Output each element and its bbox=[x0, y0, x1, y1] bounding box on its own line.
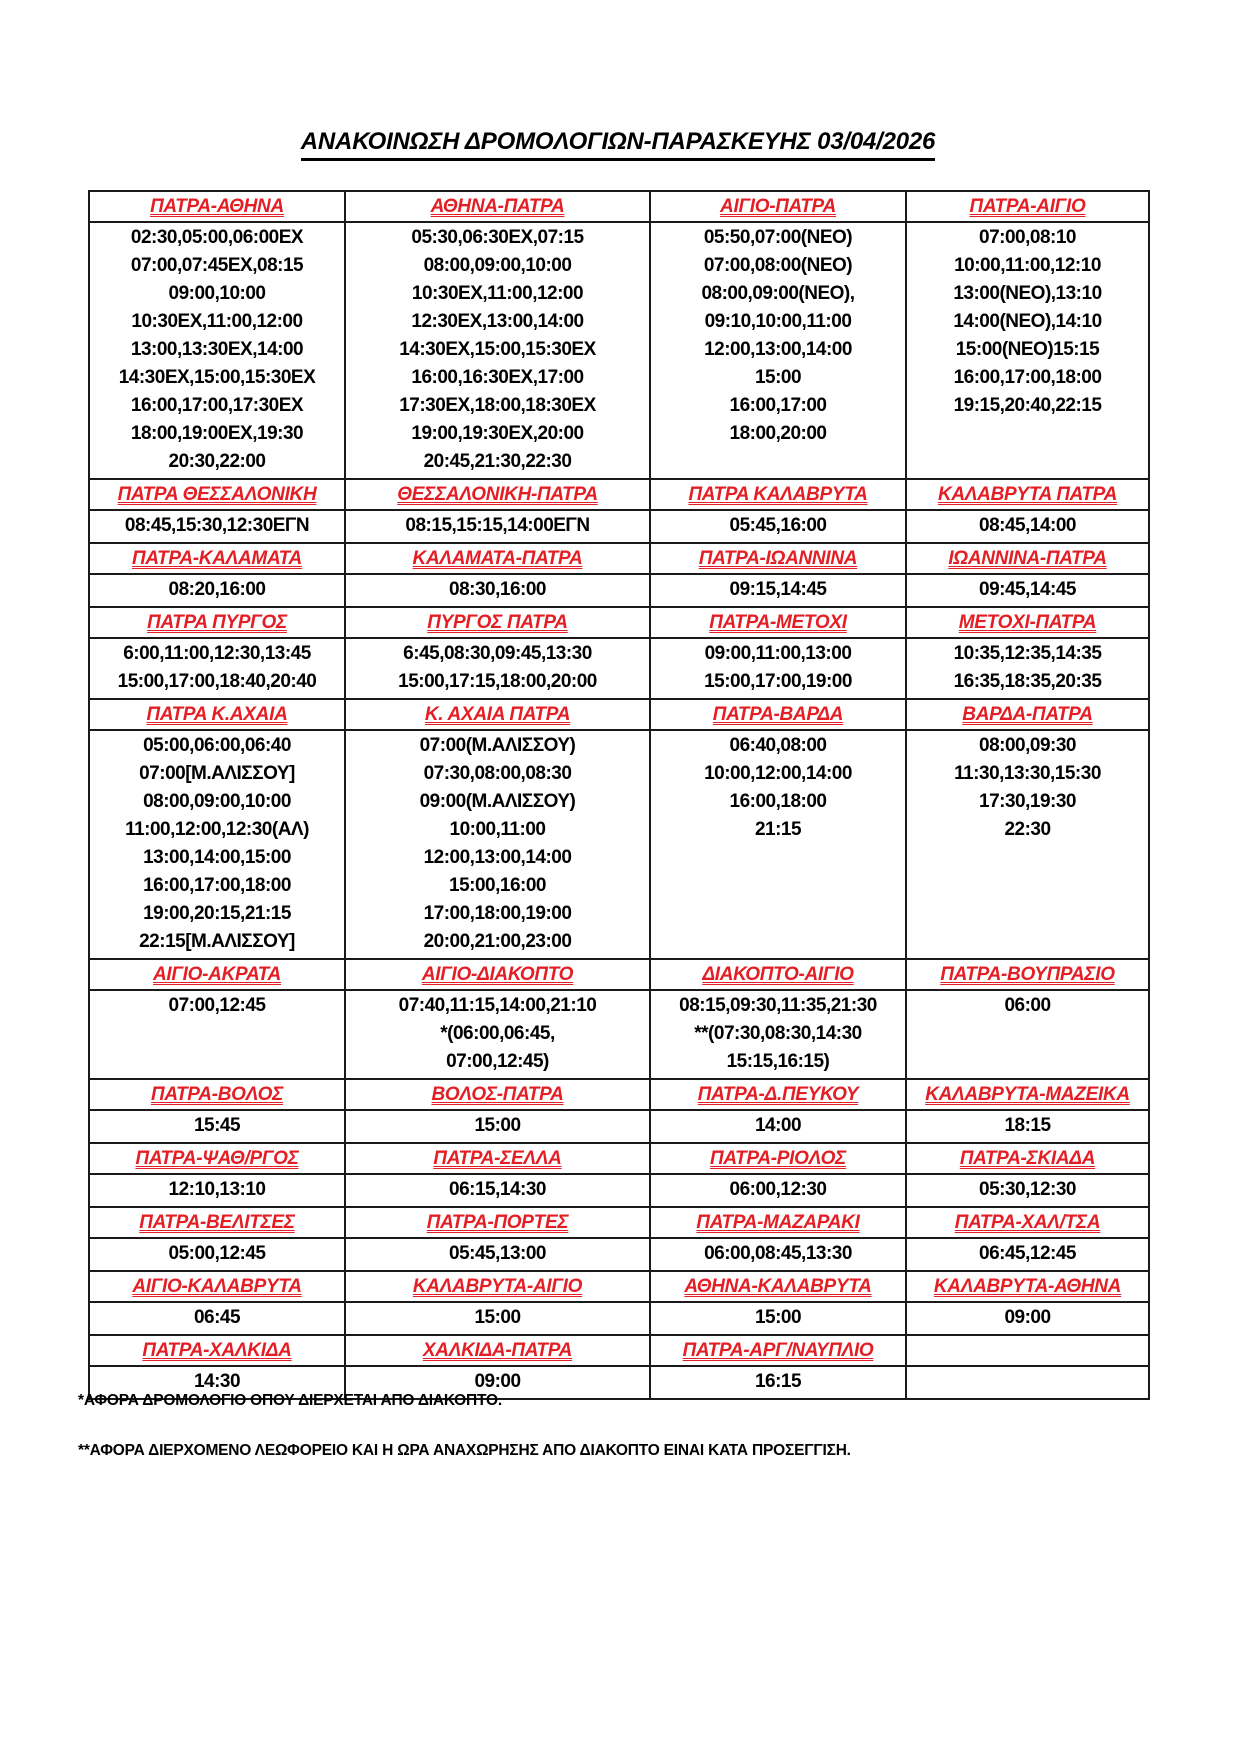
route-header-label: ΠΑΤΡΑ-ΡΙΟΛΟΣ bbox=[710, 1147, 846, 1169]
time-line: 11:00,12:00,12:30(ΑΛ) bbox=[125, 819, 309, 840]
times-cell bbox=[89, 222, 345, 479]
time-line: 10:00,11:00 bbox=[449, 819, 546, 840]
times-cell bbox=[906, 510, 1149, 543]
route-header-row bbox=[89, 607, 1149, 638]
route-header-label: ΚΑΛΑΒΡΥΤΑ ΠΑΤΡΑ bbox=[937, 483, 1118, 505]
route-header-label: ΠΑΤΡΑ-ΣΚΙΑΔΑ bbox=[959, 1147, 1096, 1169]
time-line: 18:15 bbox=[1004, 1115, 1051, 1136]
time-line: 09:00(Μ.ΑΛΙΣΣΟΥ) bbox=[419, 791, 576, 812]
route-header-row bbox=[89, 479, 1149, 510]
times-cell bbox=[345, 1302, 650, 1335]
time-line: 07:30,08:00,08:30 bbox=[423, 763, 572, 784]
time-line: *(06:00,06:45, bbox=[440, 1023, 555, 1044]
time-line: 16:00,17:00,18:00 bbox=[953, 367, 1102, 388]
times-cell bbox=[89, 990, 345, 1079]
route-header-cell bbox=[345, 699, 650, 730]
route-header-label: ΧΑΛΚΙΔΑ-ΠΑΤΡΑ bbox=[422, 1339, 573, 1361]
times-cell bbox=[345, 1110, 650, 1143]
time-line: 19:00,20:15,21:15 bbox=[143, 903, 291, 924]
route-header-cell bbox=[906, 607, 1149, 638]
time-line: 07:00,12:45 bbox=[168, 995, 266, 1016]
times-cell bbox=[345, 1174, 650, 1207]
times-cell bbox=[650, 990, 906, 1079]
route-header-label: ΠΑΤΡΑ-ΑΡΓ/ΝΑΥΠΛΙΟ bbox=[682, 1339, 874, 1361]
route-header-label: ΠΑΤΡΑ-ΜΕΤΟΧΙ bbox=[709, 611, 847, 633]
times-cell bbox=[89, 1302, 345, 1335]
time-line: 17:30EX,18:00,18:30EX bbox=[399, 395, 596, 416]
route-header-cell bbox=[650, 959, 906, 990]
time-line: 16:00,17:00,17:30EX bbox=[130, 395, 304, 416]
times-cell bbox=[650, 1302, 906, 1335]
route-header-row bbox=[89, 543, 1149, 574]
times-row bbox=[89, 638, 1149, 699]
times-cell bbox=[650, 730, 906, 959]
route-header-cell bbox=[345, 1143, 650, 1174]
route-header-label: ΜΕΤΟΧΙ-ΠΑΤΡΑ bbox=[958, 611, 1097, 633]
time-line: 12:30EX,13:00,14:00 bbox=[411, 311, 584, 332]
footnotes bbox=[78, 1392, 1198, 1492]
route-header-cell bbox=[89, 1079, 345, 1110]
time-line: 08:00,09:00,10:00 bbox=[143, 791, 291, 812]
time-line: 08:15,15:15,14:00ΕΓΝ bbox=[405, 515, 590, 536]
times-cell bbox=[89, 1238, 345, 1271]
time-line: 14:00 bbox=[754, 1115, 802, 1136]
timetable-body bbox=[89, 191, 1149, 1399]
route-header-label: ΚΑΛΑΒΡΥΤΑ-ΑΙΓΙΟ bbox=[412, 1275, 583, 1297]
times-row bbox=[89, 574, 1149, 607]
time-line: 15:00,16:00 bbox=[449, 875, 546, 896]
route-header-label: ΑΙΓΙΟ-ΑΚΡΑΤΑ bbox=[153, 963, 281, 985]
times-cell bbox=[906, 990, 1149, 1079]
time-line: 19:15,20:40,22:15 bbox=[953, 395, 1102, 416]
time-line: 14:30 bbox=[193, 1371, 241, 1392]
time-line: 14:30EX,15:00,15:30EX bbox=[118, 367, 316, 388]
times-cell bbox=[345, 574, 650, 607]
time-line: 13:00,14:00,15:00 bbox=[143, 847, 291, 868]
time-line: 05:00,06:00,06:40 bbox=[143, 735, 291, 756]
time-line: 09:45,14:45 bbox=[979, 579, 1076, 600]
time-line: 20:30,22:00 bbox=[168, 451, 266, 472]
time-line: 06:45 bbox=[193, 1307, 241, 1328]
time-line: 13:00,13:30EX,14:00 bbox=[130, 339, 304, 360]
time-line: 21:15 bbox=[754, 819, 802, 840]
times-cell bbox=[89, 638, 345, 699]
route-header-label: ΚΑΛΑΒΡΥΤΑ-ΜΑΖΕΙΚΑ bbox=[925, 1083, 1130, 1105]
time-line: 07:00[Μ.ΑΛΙΣΣΟΥ] bbox=[139, 763, 295, 784]
route-header-cell bbox=[906, 1207, 1149, 1238]
route-header-label: ΠΑΤΡΑ ΠΥΡΓΟΣ bbox=[147, 611, 287, 633]
page-title: ΑΝΑΚΟΙΝΩΣΗ ΔΡΟΜΟΛΟΓΙΩΝ-ΠΑΡΑΣΚΕΥΗΣ 03/04/2026 bbox=[301, 128, 935, 161]
route-header-label: ΠΑΤΡΑ-ΚΑΛΑΜΑΤΑ bbox=[132, 547, 302, 569]
times-cell bbox=[906, 1110, 1149, 1143]
time-line: 06:00,08:45,13:30 bbox=[704, 1243, 852, 1264]
time-line: 07:00,08:00(ΝΕΟ) bbox=[703, 255, 853, 276]
times-cell bbox=[345, 1238, 650, 1271]
time-line: 10:30EX,11:00,12:00 bbox=[411, 283, 584, 304]
route-header-cell bbox=[906, 1143, 1149, 1174]
time-line: 12:10,13:10 bbox=[168, 1179, 266, 1200]
time-line: 08:00,09:00,10:00 bbox=[423, 255, 572, 276]
time-line: 20:00,21:00,23:00 bbox=[423, 931, 572, 952]
times-row bbox=[89, 730, 1149, 959]
time-line: 07:00,07:45EX,08:15 bbox=[130, 255, 304, 276]
route-header-label: ΔΙΑΚΟΠΤΟ-ΑΙΓΙΟ bbox=[702, 963, 854, 985]
time-line: 16:00,17:00 bbox=[729, 395, 827, 416]
time-line: 09:00 bbox=[1004, 1307, 1051, 1328]
route-header-row bbox=[89, 1079, 1149, 1110]
times-cell bbox=[906, 638, 1149, 699]
route-header-label: ΠΑΤΡΑ-ΒΟΥΠΡΑΣΙΟ bbox=[940, 963, 1115, 985]
time-line: 07:00,08:10 bbox=[979, 227, 1076, 248]
times-cell bbox=[650, 638, 906, 699]
route-header-cell bbox=[345, 607, 650, 638]
time-line: 10:00,12:00,14:00 bbox=[704, 763, 852, 784]
times-row bbox=[89, 510, 1149, 543]
times-cell bbox=[89, 574, 345, 607]
route-header-cell bbox=[89, 607, 345, 638]
time-line: 06:00 bbox=[1004, 995, 1051, 1016]
timetable bbox=[88, 190, 1150, 1400]
time-line: 06:15,14:30 bbox=[449, 1179, 546, 1200]
route-header-cell bbox=[89, 479, 345, 510]
time-line: 08:15,09:30,11:35,21:30 bbox=[679, 995, 877, 1016]
route-header-cell bbox=[650, 699, 906, 730]
times-row bbox=[89, 990, 1149, 1079]
route-header-label: ΙΩΑΝΝΙΝΑ-ΠΑΤΡΑ bbox=[948, 547, 1107, 569]
route-header-cell bbox=[89, 1271, 345, 1302]
time-line: 11:30,13:30,15:30 bbox=[954, 763, 1101, 784]
times-cell bbox=[345, 510, 650, 543]
route-header-row bbox=[89, 1207, 1149, 1238]
time-line: 05:30,06:30EX,07:15 bbox=[411, 227, 584, 248]
time-line: 09:00 bbox=[474, 1371, 521, 1392]
time-line: 07:00,12:45) bbox=[446, 1051, 549, 1072]
route-header-label: ΠΑΤΡΑ-ΣΕΛΛΑ bbox=[433, 1147, 562, 1169]
time-line: 08:00,09:30 bbox=[979, 735, 1076, 756]
times-cell bbox=[345, 730, 650, 959]
route-header-cell bbox=[345, 479, 650, 510]
time-line: 15:00 bbox=[474, 1307, 521, 1328]
time-line: 15:00 bbox=[754, 1307, 802, 1328]
route-header-cell bbox=[650, 1207, 906, 1238]
time-line: 16:35,18:35,20:35 bbox=[953, 671, 1102, 692]
route-header-cell bbox=[89, 959, 345, 990]
time-line: 20:45,21:30,22:30 bbox=[423, 451, 572, 472]
route-header-label: ΒΟΛΟΣ-ΠΑΤΡΑ bbox=[431, 1083, 564, 1105]
times-row bbox=[89, 1238, 1149, 1271]
route-header-label: ΠΑΤΡΑ ΚΑΛΑΒΡΥΤΑ bbox=[688, 483, 868, 505]
route-header-label: ΠΑΤΡΑ-ΑΙΓΙΟ bbox=[969, 195, 1086, 217]
route-header-cell bbox=[650, 1335, 906, 1366]
route-header-label: ΑΙΓΙΟ-ΚΑΛΑΒΡΥΤΑ bbox=[132, 1275, 302, 1297]
time-line: 05:30,12:30 bbox=[979, 1179, 1076, 1200]
time-line: 06:45,12:45 bbox=[979, 1243, 1076, 1264]
time-line: 15:00(ΝΕΟ)15:15 bbox=[955, 339, 1100, 360]
times-cell bbox=[650, 1174, 906, 1207]
time-line: 05:45,13:00 bbox=[449, 1243, 546, 1264]
route-header-label: ΒΑΡΔΑ-ΠΑΤΡΑ bbox=[962, 703, 1093, 725]
times-cell bbox=[650, 1238, 906, 1271]
times-cell bbox=[89, 510, 345, 543]
route-header-label: ΠΑΤΡΑ-ΠΟΡΤΕΣ bbox=[426, 1211, 569, 1233]
route-header-label: Κ. ΑΧΑΙΑ ΠΑΤΡΑ bbox=[424, 703, 571, 725]
time-line: 15:00,17:00,18:40,20:40 bbox=[117, 671, 317, 692]
time-line: 09:00,10:00 bbox=[168, 283, 266, 304]
route-header-cell bbox=[906, 543, 1149, 574]
times-cell bbox=[906, 1174, 1149, 1207]
route-header-cell bbox=[345, 1079, 650, 1110]
route-header-label: ΠΑΤΡΑ-ΒΕΛΙΤΣΕΣ bbox=[139, 1211, 295, 1233]
route-header-row bbox=[89, 191, 1149, 222]
route-header-label: ΑΘΗΝΑ-ΚΑΛΑΒΡΥΤΑ bbox=[684, 1275, 872, 1297]
route-header-label: ΠΑΤΡΑ-ΧΑΛ/ΤΣΑ bbox=[954, 1211, 1101, 1233]
time-line: 13:00(ΝΕΟ),13:10 bbox=[953, 283, 1102, 304]
route-header-label: ΠΑΤΡΑ-ΧΑΛΚΙΔΑ bbox=[142, 1339, 292, 1361]
time-line: 06:40,08:00 bbox=[729, 735, 827, 756]
times-row bbox=[89, 1302, 1149, 1335]
route-header-label: ΠΑΤΡΑ-ΒΑΡΔΑ bbox=[712, 703, 844, 725]
route-header-label: ΚΑΛΑΜΑΤΑ-ΠΑΤΡΑ bbox=[412, 547, 583, 569]
times-cell bbox=[650, 222, 906, 479]
route-header-cell bbox=[89, 543, 345, 574]
time-line: 16:15 bbox=[754, 1371, 802, 1392]
route-header-cell bbox=[345, 1335, 650, 1366]
footnote-double-asterisk: **ΑΦΟΡΑ ΔΙΕΡΧΟΜΕΝΟ ΛΕΩΦΟΡΕΙΟ ΚΑΙ Η ΩΡΑ ΑΝΑΧΩΡΗΣΗΣ ΑΠΟ ΔΙΑΚΟΠΤΟ ΕΙΝΑΙ ΚΑΤΑ ΠΡΟΣΕΓΓΙΣΗ. bbox=[78, 1442, 851, 1459]
times-cell bbox=[906, 1302, 1149, 1335]
time-line: 10:00,11:00,12:10 bbox=[954, 255, 1101, 276]
time-line: 12:00,13:00,14:00 bbox=[423, 847, 572, 868]
time-line: 18:00,20:00 bbox=[729, 423, 827, 444]
route-header-cell bbox=[345, 1207, 650, 1238]
route-header-label: ΠΑΤΡΑ-ΒΟΛΟΣ bbox=[150, 1083, 283, 1105]
time-line: 09:00,11:00,13:00 bbox=[704, 643, 852, 664]
time-line: 17:00,18:00,19:00 bbox=[423, 903, 572, 924]
route-header-label: ΠΑΤΡΑ-Δ.ΠΕΥΚΟΥ bbox=[697, 1083, 859, 1105]
times-cell bbox=[89, 730, 345, 959]
time-line: 08:30,16:00 bbox=[449, 579, 546, 600]
time-line: 09:15,14:45 bbox=[729, 579, 827, 600]
route-header-row bbox=[89, 1271, 1149, 1302]
time-line: 12:00,13:00,14:00 bbox=[704, 339, 852, 360]
route-header-row bbox=[89, 959, 1149, 990]
route-header-label: ΑΘΗΝΑ-ΠΑΤΡΑ bbox=[430, 195, 565, 217]
time-line: 08:00,09:00(ΝΕΟ), bbox=[701, 283, 855, 304]
times-cell bbox=[650, 1110, 906, 1143]
route-header-cell bbox=[650, 607, 906, 638]
route-header-cell bbox=[650, 1079, 906, 1110]
route-header-label: ΠΑΤΡΑ-ΑΘΗΝΑ bbox=[150, 195, 284, 217]
times-cell bbox=[345, 638, 650, 699]
route-header-row bbox=[89, 1335, 1149, 1366]
times-cell bbox=[906, 222, 1149, 479]
time-line: 06:00,12:30 bbox=[729, 1179, 827, 1200]
time-line: 15:00 bbox=[754, 367, 802, 388]
time-line: 08:45,15:30,12:30ΕΓΝ bbox=[124, 515, 310, 536]
route-header-label: ΑΙΓΙΟ-ΠΑΤΡΑ bbox=[720, 195, 836, 217]
route-header-cell bbox=[650, 1271, 906, 1302]
time-line: 14:30EX,15:00,15:30EX bbox=[399, 339, 596, 360]
times-cell bbox=[89, 1174, 345, 1207]
time-line: 17:30,19:30 bbox=[979, 791, 1076, 812]
time-line: 22:30 bbox=[1004, 819, 1051, 840]
time-line: 08:20,16:00 bbox=[168, 579, 266, 600]
route-header-cell bbox=[650, 191, 906, 222]
time-line: 07:40,11:15,14:00,21:10 bbox=[398, 995, 597, 1016]
time-line: 05:45,16:00 bbox=[729, 515, 827, 536]
route-header-label: ΠΑΤΡΑ-ΜΑΖΑΡΑΚΙ bbox=[696, 1211, 860, 1233]
route-header-label: ΠΑΤΡΑ Κ.ΑΧΑΙΑ bbox=[146, 703, 288, 725]
times-row bbox=[89, 1174, 1149, 1207]
route-header-cell bbox=[345, 1271, 650, 1302]
time-line: **(07:30,08:30,14:30 bbox=[694, 1023, 862, 1044]
route-header-cell bbox=[89, 1207, 345, 1238]
route-header-cell bbox=[650, 543, 906, 574]
time-line: 09:10,10:00,11:00 bbox=[704, 311, 852, 332]
time-line: 16:00,18:00 bbox=[729, 791, 827, 812]
route-header-cell bbox=[906, 1271, 1149, 1302]
times-cell bbox=[906, 574, 1149, 607]
times-cell bbox=[650, 510, 906, 543]
route-header-label: ΠΑΤΡΑ ΘΕΣΣΑΛΟΝΙΚΗ bbox=[117, 483, 317, 505]
route-header-cell bbox=[906, 1335, 1149, 1366]
route-header-cell bbox=[89, 1335, 345, 1366]
route-header-row bbox=[89, 699, 1149, 730]
page-title-wrap bbox=[88, 128, 1148, 161]
route-header-label: ΑΙΓΙΟ-ΔΙΑΚΟΠΤΟ bbox=[421, 963, 574, 985]
time-line: 14:00(ΝΕΟ),14:10 bbox=[953, 311, 1102, 332]
route-header-label: ΘΕΣΣΑΛΟΝΙΚΗ-ΠΑΤΡΑ bbox=[397, 483, 598, 505]
times-row bbox=[89, 1110, 1149, 1143]
route-header-cell bbox=[906, 479, 1149, 510]
time-line: 16:00,16:30EX,17:00 bbox=[411, 367, 584, 388]
time-line: 05:00,12:45 bbox=[168, 1243, 266, 1264]
route-header-cell bbox=[89, 191, 345, 222]
time-line: 15:00,17:00,19:00 bbox=[704, 671, 852, 692]
route-header-cell bbox=[906, 191, 1149, 222]
route-header-cell bbox=[650, 479, 906, 510]
time-line: 15:15,16:15) bbox=[726, 1051, 830, 1072]
times-cell bbox=[906, 1238, 1149, 1271]
route-header-cell bbox=[89, 1143, 345, 1174]
times-cell bbox=[345, 990, 650, 1079]
time-line: 15:00 bbox=[474, 1115, 521, 1136]
footnote-single-asterisk: *ΑΦΟΡΑ ΔΡΟΜΟΛΟΓΙΟ ΟΠΟΥ ΔΙΕΡΧΕΤΑΙ ΑΠΟ ΔΙΑΚΟΠΤΟ. bbox=[78, 1392, 502, 1409]
time-line: 18:00,19:00EX,19:30 bbox=[130, 423, 304, 444]
route-header-cell bbox=[906, 1079, 1149, 1110]
route-header-label: ΠΑΤΡΑ-ΨΑΘ/ΡΓΟΣ bbox=[135, 1147, 299, 1169]
time-line: 22:15[Μ.ΑΛΙΣΣΟΥ] bbox=[139, 931, 295, 952]
route-header-cell bbox=[906, 699, 1149, 730]
time-line: 19:00,19:30EX,20:00 bbox=[411, 423, 584, 444]
route-header-row bbox=[89, 1143, 1149, 1174]
route-header-cell bbox=[345, 959, 650, 990]
route-header-cell bbox=[906, 959, 1149, 990]
time-line: 05:50,07:00(ΝΕΟ) bbox=[703, 227, 853, 248]
route-header-label: ΠΑΤΡΑ-ΙΩΑΝΝΙΝΑ bbox=[698, 547, 858, 569]
times-row bbox=[89, 222, 1149, 479]
times-cell bbox=[345, 222, 650, 479]
time-line: 6:45,08:30,09:45,13:30 bbox=[403, 643, 592, 664]
route-header-label: ΚΑΛΑΒΡΥΤΑ-ΑΘΗΝΑ bbox=[933, 1275, 1122, 1297]
route-header-cell bbox=[89, 699, 345, 730]
time-line: 6:00,11:00,12:30,13:45 bbox=[123, 643, 311, 664]
time-line: 16:00,17:00,18:00 bbox=[143, 875, 291, 896]
times-cell bbox=[650, 574, 906, 607]
time-line: 10:35,12:35,14:35 bbox=[953, 643, 1102, 664]
time-line: 10:30EX,11:00,12:00 bbox=[131, 311, 303, 332]
times-cell bbox=[89, 1110, 345, 1143]
time-line: 07:00(Μ.ΑΛΙΣΣΟΥ) bbox=[419, 735, 576, 756]
time-line: 15:45 bbox=[193, 1115, 241, 1136]
route-header-cell bbox=[345, 191, 650, 222]
route-header-cell bbox=[650, 1143, 906, 1174]
times-cell bbox=[906, 730, 1149, 959]
time-line: 08:45,14:00 bbox=[979, 515, 1076, 536]
time-line: 02:30,05:00,06:00EX bbox=[130, 227, 304, 248]
route-header-label: ΠΥΡΓΟΣ ΠΑΤΡΑ bbox=[427, 611, 568, 633]
route-header-cell bbox=[345, 543, 650, 574]
time-line: 15:00,17:15,18:00,20:00 bbox=[398, 671, 597, 692]
